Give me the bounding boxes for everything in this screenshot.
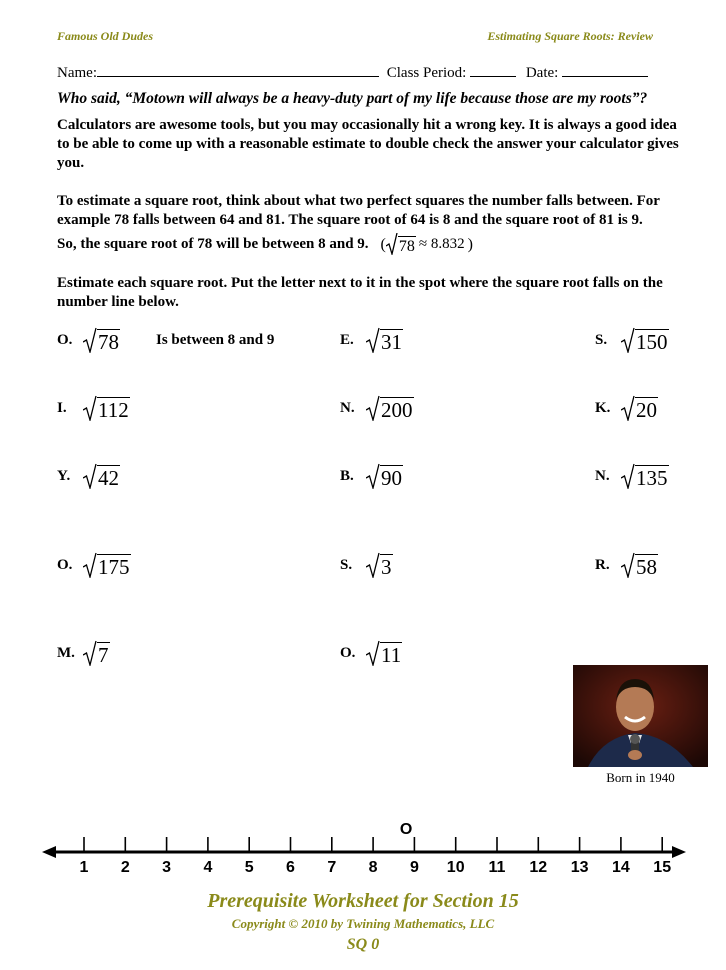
class-period-label: Class Period: [386, 65, 467, 81]
square-root-expression [83, 327, 120, 353]
problem-letter: I. [57, 399, 67, 416]
radical-sign-icon [366, 395, 380, 421]
problem-item [595, 549, 658, 581]
tick-label: 8 [368, 859, 378, 876]
problem-item [57, 460, 120, 492]
radical-sign-icon [366, 327, 380, 353]
problem-letter: O. [340, 644, 356, 661]
problem-letter: E. [340, 331, 354, 348]
footer-title: Prerequisite Worksheet for Section 15 [207, 890, 519, 912]
example-paragraph: To estimate a square root, think about what two perfect squares the number falls between. For example 78 falls between 64 and 81. The square root of 64 is 8 and the square root of 81 is 9. [57, 193, 660, 228]
name-blank[interactable] [97, 62, 379, 77]
radicand: 42 [98, 466, 119, 490]
problem-letter: N. [340, 399, 355, 416]
square-root-expression [366, 552, 393, 578]
problem-letter: O. [57, 556, 73, 573]
radical-sign-icon [366, 463, 380, 489]
tick-label: 3 [162, 859, 172, 876]
problem-item [340, 460, 403, 492]
header-right: Estimating Square Roots: Review [487, 29, 653, 43]
form-row [57, 62, 667, 82]
footer-code: SQ 0 [346, 936, 380, 953]
problem-item [340, 324, 403, 356]
instructions: Estimate each square root. Put the letter next to it in the spot where the square root falls on the number line below. [57, 275, 663, 310]
problem-item [57, 637, 110, 669]
radical-sign-icon [83, 463, 97, 489]
tick-label: 5 [244, 859, 254, 876]
radicand: 78 [98, 330, 119, 354]
date-label: Date: [525, 65, 559, 81]
example-paren-close: ) [467, 235, 473, 253]
problem-item [595, 460, 669, 492]
problem-letter: N. [595, 467, 610, 484]
tick-label: 13 [570, 859, 589, 876]
problem-item [595, 392, 658, 424]
radical-sign-icon [366, 552, 380, 578]
problem-letter: K. [595, 399, 611, 416]
radicand: 3 [381, 555, 392, 579]
problem-item [340, 392, 414, 424]
header-left: Famous Old Dudes [57, 29, 154, 43]
problem-letter: M. [57, 644, 75, 661]
radicand: 20 [636, 398, 657, 422]
footer-copyright: Copyright © 2010 by Twining Mathematics, LLC [231, 916, 495, 931]
square-root-expression [621, 395, 658, 421]
square-root-expression [621, 327, 669, 353]
example-approx: ≈ 8.832 [418, 235, 465, 252]
problem-note: Is between 8 and 9 [156, 331, 275, 348]
problem-item [57, 324, 274, 356]
problem-letter: S. [340, 556, 353, 573]
radical-sign-icon [83, 395, 97, 421]
problem-item [57, 549, 131, 581]
tick-label: 7 [327, 859, 337, 876]
radical-sign-icon [83, 640, 97, 666]
radical-sign-icon [621, 327, 635, 353]
square-root-expression [83, 395, 130, 421]
problem-item [340, 637, 402, 669]
radicand: 90 [381, 466, 402, 490]
example-radicand: 78 [398, 238, 415, 255]
name-label: Name: [57, 65, 97, 81]
radicand: 135 [636, 466, 668, 490]
radical-sign-icon [621, 463, 635, 489]
square-root-expression [366, 463, 403, 489]
square-root-expression [366, 640, 402, 666]
square-root-expression [83, 640, 110, 666]
radicand: 58 [636, 555, 657, 579]
problem-item [57, 392, 130, 424]
radical-sign-icon [83, 552, 97, 578]
tick-label: 4 [203, 859, 213, 876]
radicand: 112 [98, 398, 129, 422]
tick-label: 14 [612, 859, 630, 876]
square-root-expression [366, 327, 403, 353]
photo-caption: Born in 1940 [606, 770, 675, 785]
radical-sign-icon [621, 552, 635, 578]
square-root-expression [621, 463, 669, 489]
class-period-blank[interactable] [470, 62, 516, 77]
square-root-expression [83, 552, 131, 578]
tick-label: 15 [653, 859, 672, 876]
radical-sign-icon [386, 233, 398, 255]
example-text: So, the square root of 78 will be between 8 and 9. [57, 235, 369, 252]
problem-item [595, 324, 669, 356]
riddle-question: Who said, “Motown will always be a heavy-duty part of my life because those are my roots”? [57, 90, 648, 107]
example-paren-open: ( [380, 235, 386, 253]
tick-label: 2 [120, 859, 130, 876]
example-radical [386, 233, 416, 255]
problem-item [340, 549, 393, 581]
problem-letter: B. [340, 467, 354, 484]
problem-letter: R. [595, 556, 610, 573]
square-root-expression [621, 552, 658, 578]
problem-letter: Y. [57, 467, 71, 484]
square-root-expression [366, 395, 414, 421]
problem-letter: O. [57, 331, 73, 348]
tick-label: 11 [488, 859, 506, 876]
radicand: 200 [381, 398, 413, 422]
number-line [0, 818, 726, 880]
tick-label: 10 [446, 859, 465, 876]
problem-letter: S. [595, 331, 608, 348]
radical-sign-icon [83, 327, 97, 353]
square-root-expression [83, 463, 120, 489]
number-line-marker: O [399, 821, 413, 838]
tick-label: 1 [79, 859, 89, 876]
radicand: 31 [381, 330, 402, 354]
tick-label: 6 [286, 859, 295, 876]
date-blank[interactable] [562, 62, 648, 77]
radical-sign-icon [366, 640, 380, 666]
radical-sign-icon [621, 395, 635, 421]
radicand: 7 [98, 643, 109, 667]
radicand: 175 [98, 555, 130, 579]
tick-label: 9 [409, 859, 419, 876]
portrait-photo [573, 665, 708, 767]
example-line [57, 233, 682, 255]
radicand: 150 [636, 330, 668, 354]
arrow-right-icon [672, 846, 686, 858]
intro-paragraph: Calculators are awesome tools, but you may occasionally hit a wrong key. It is always a good idea to be able to come up with a reasonable estimate to double check the answer your calculator gives you. [57, 117, 679, 171]
tick-label: 12 [529, 859, 548, 876]
arrow-left-icon [42, 846, 56, 858]
radicand: 11 [381, 643, 402, 667]
